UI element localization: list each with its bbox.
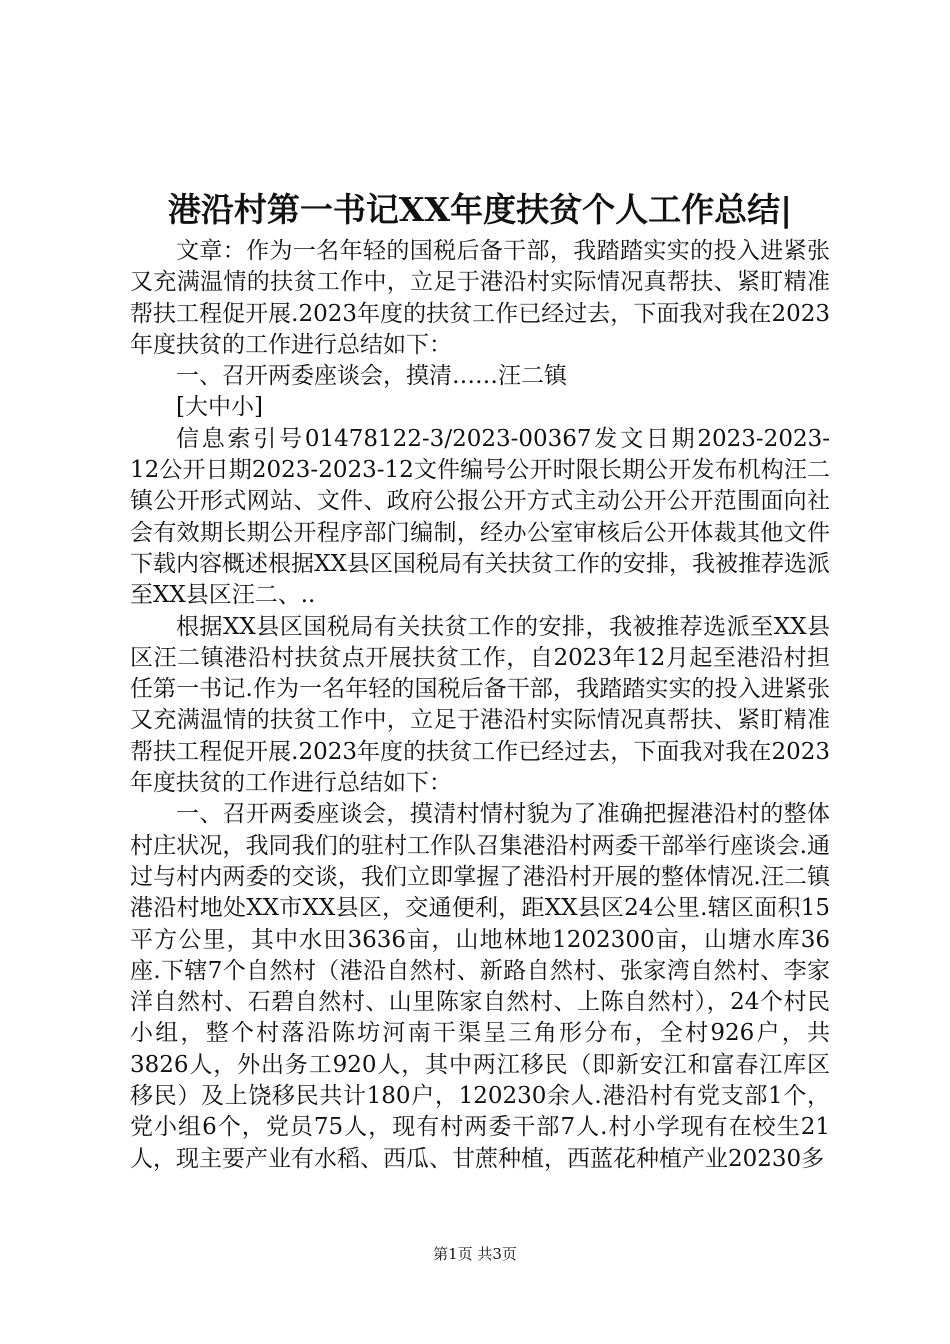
paragraph-section-heading-preview: 一、召开两委座谈会，摸清……汪二镇 — [176, 363, 567, 390]
document-title: 港沿村第一书记XX年度扶贫个人工作总结| — [167, 190, 793, 229]
font-size-selector: [大中小] — [176, 394, 263, 421]
paragraph-section-one: 一、召开两委座谈会，摸清村情村貌为了准确把握港沿村的整体村庄状况，我同我们的驻村工作队召集港沿村两委干部举行座谈会.通过与村内两委的交谈，我们立即掌握了港沿村开展的整体情况.汪二镇港沿村地处XX市XX县区，交通便利，距XX县区24公里.辖区面积15平方公里，其中水田3636亩，山地林地1202300亩，山塘水库36座.下辖7个自然村（港沿自然村、新路自然村、张家湾自然村、李家洋自然村、石碧自然村、山里陈家自然村、上陈自然村），24个村民小组，整个村落沿陈坊河南干渠呈三角形分布，全村926户，共3826人，外出务工920人，其中两江移民（即新安江和富春江库区移民）及上饶移民共计180户，120230余人.港沿村有党支部1个，党小组6个，党员75人，现有村两委干部7人.村小学现有在校生21人，现主要产业有水稻、西瓜、甘蔗种植，西蓝花种植产业20230多 — [130, 801, 830, 1172]
paragraph-info-index: 信息索引号01478122-3/2023-00367发文日期2023-2023-12公开日期2023-2023-12文件编号公开时限长期公开发布机构汪二镇公开形式网站、文件、政府公报公开方式主动公开公开范围面向社会有效期长期公开程序部门编制，经办公室审核后公开体裁其他文件下载内容概述根据XX县区国税局有关扶贫工作的安排，我被推荐选派至XX县区汪二、.. — [130, 425, 830, 609]
page-footer: 第1页 共3页 — [433, 1245, 517, 1263]
paragraph-background: 根据XX县区国税局有关扶贫工作的安排，我被推荐选派至XX县区汪二镇港沿村扶贫点开展扶贫工作，自2023年12月起至港沿村担任第一书记.作为一名年轻的国税后备干部，我踏踏实实的投入进紧张又充满温情的扶贫工作中，立足于港沿村实际情况真帮扶、紧盯精准帮扶工程促开展.2023年度的扶贫工作已经过去，下面我对我在2023年度扶贫的工作进行总结如下： — [130, 613, 830, 797]
paragraph-intro: 文章：作为一名年轻的国税后备干部，我踏踏实实的投入进紧张又充满温情的扶贫工作中，立足于港沿村实际情况真帮扶、紧盯精准帮扶工程促开展.2023年度的扶贫工作已经过去，下面我对我在2023年度扶贫的工作进行总结如下： — [130, 238, 830, 358]
document-body — [130, 236, 830, 1175]
